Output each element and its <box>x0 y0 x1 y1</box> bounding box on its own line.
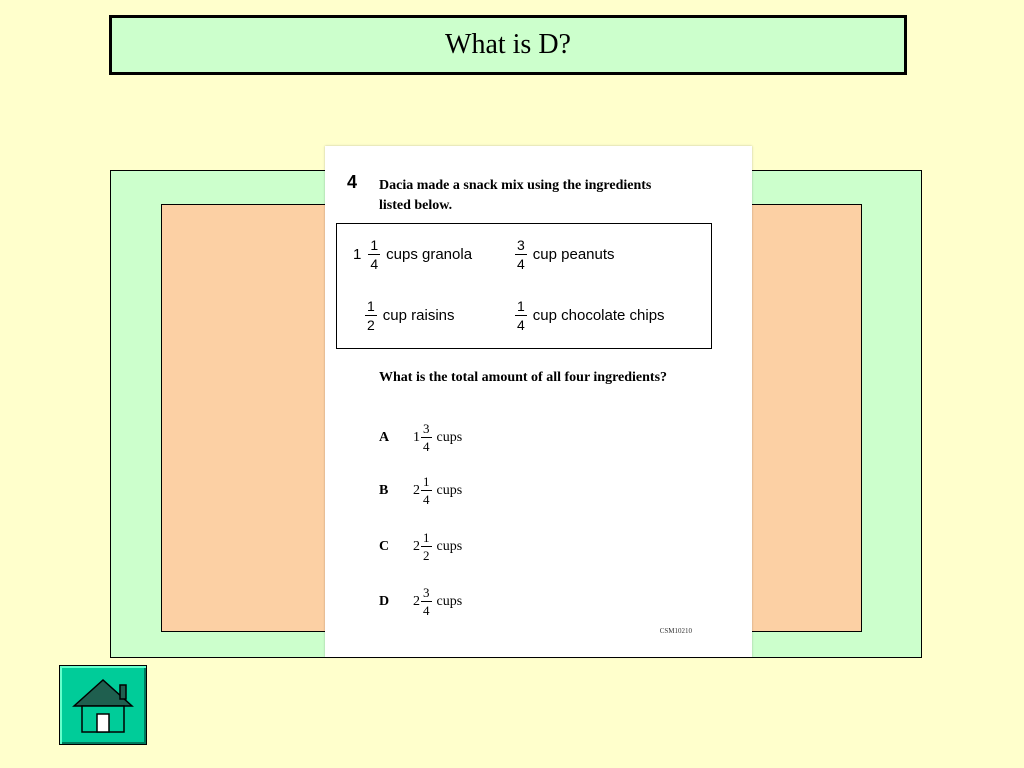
ingredient-fraction <box>515 299 527 332</box>
fraction-denominator: 4 <box>370 256 379 272</box>
ingredient-fraction <box>365 299 377 332</box>
fraction-denominator: 2 <box>367 317 375 333</box>
fraction-denominator: 4 <box>517 317 525 333</box>
fraction-denominator: 2 <box>423 548 430 563</box>
item-code: CSM10210 <box>659 627 692 635</box>
fraction-numerator: 1 <box>517 298 525 314</box>
fraction-denominator: 4 <box>423 603 430 618</box>
choice-letter: C <box>379 538 390 554</box>
ingredient-label: cup raisins <box>382 307 455 324</box>
choice-unit: cups <box>436 482 463 498</box>
choice-whole: 2 <box>413 538 420 554</box>
ingredient-granola <box>353 238 472 271</box>
fraction-numerator: 3 <box>423 585 430 600</box>
choice-unit: cups <box>436 593 463 609</box>
ingredient-label: cup peanuts <box>532 246 615 263</box>
fraction-numerator: 1 <box>423 474 430 489</box>
choice-letter: A <box>379 429 390 445</box>
fraction-numerator: 3 <box>517 237 525 253</box>
fraction-numerator: 1 <box>370 237 379 253</box>
question-prompt: What is the total amount of all four ingredients? <box>379 370 668 385</box>
choice-unit: cups <box>436 538 463 554</box>
choice-fraction <box>421 422 432 453</box>
ingredient-label: cups granola <box>386 246 473 263</box>
ingredient-raisins <box>365 299 455 332</box>
question-card <box>325 146 752 657</box>
ingredient-fraction <box>515 238 527 271</box>
ingredient-chocolate-chips <box>515 299 665 332</box>
choice-fraction <box>421 531 432 562</box>
ingredient-whole: 1 <box>353 246 362 263</box>
choice-whole: 1 <box>413 429 420 445</box>
choice-c[interactable] <box>379 531 462 562</box>
choice-whole: 2 <box>413 593 420 609</box>
ingredients-box <box>336 223 712 349</box>
ingredient-peanuts <box>515 238 615 271</box>
choice-whole: 2 <box>413 482 420 498</box>
ingredient-fraction <box>368 238 380 271</box>
question-number: 4 <box>347 172 358 192</box>
choice-fraction <box>421 586 432 617</box>
choice-b[interactable] <box>379 475 462 506</box>
fraction-denominator: 4 <box>423 439 430 454</box>
fraction-denominator: 4 <box>517 256 525 272</box>
fraction-numerator: 1 <box>367 298 375 314</box>
title-box <box>109 15 907 75</box>
question-stem: Dacia made a snack mix using the ingredients listed below. <box>379 178 652 213</box>
page-title: What is D? <box>445 29 571 60</box>
ingredient-label: cup chocolate chips <box>532 307 665 324</box>
choice-a[interactable] <box>379 422 462 453</box>
home-button[interactable] <box>59 665 147 745</box>
choice-letter: D <box>379 593 390 609</box>
choice-unit: cups <box>436 429 463 445</box>
fraction-denominator: 4 <box>423 492 430 507</box>
fraction-numerator: 1 <box>423 530 430 545</box>
choice-fraction <box>421 475 432 506</box>
home-icon <box>72 676 134 734</box>
choice-d[interactable] <box>379 586 462 617</box>
choice-letter: B <box>379 482 389 498</box>
fraction-numerator: 3 <box>423 421 430 436</box>
